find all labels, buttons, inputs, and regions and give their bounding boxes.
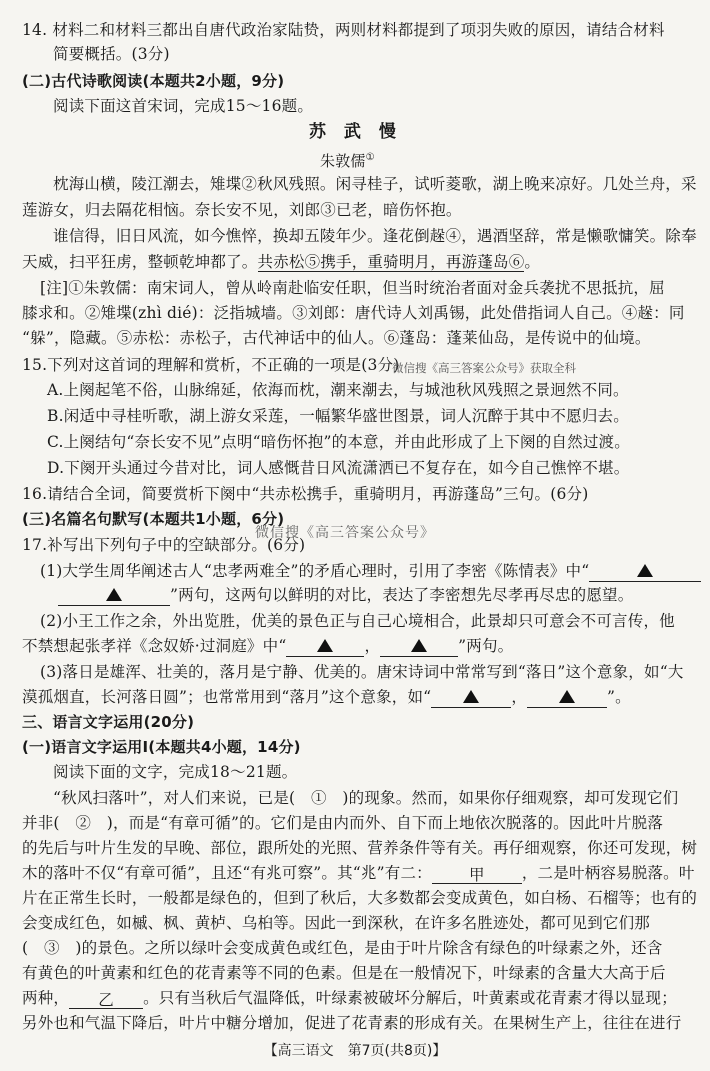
poem-author-name: 朱敦儒 — [320, 152, 366, 170]
poem-underlined-lines: 共赤松⑤携手，重骑明月，再游蓬岛⑥ — [257, 253, 525, 271]
q16-text: 16.请结合全词，简要赏析下阕中“共赤松携手，重骑明月，再游蓬岛”三句。(6分) — [22, 485, 589, 503]
poem-end: 。 — [524, 253, 541, 271]
passage-line-9-text-a: 两种， — [22, 989, 70, 1007]
section-2-intro: 阅读下面这首宋词，完成15～16题。 — [53, 97, 314, 115]
triangle-marker-icon — [317, 639, 333, 652]
notes-line-1: [注]①朱敦儒：南宋词人，曾从岭南赴临安任职，但当时统治者面对金兵袭扰不思抵抗，屈 — [40, 279, 665, 297]
section-2-heading: (二)古代诗歌阅读(本题共2小题，9分) — [22, 72, 285, 90]
q15-watermark: 微信搜《高三答案公众号》获取全科 — [392, 361, 576, 375]
passage-line-4-text-b: ，二是叶柄容易脱落。叶 — [521, 864, 695, 882]
q14-line-1: 14. 材料二和材料三都出自唐代政治家陆贽，两则材料都提到了项羽失败的原因，请结合材料 — [22, 21, 665, 39]
site-watermark-logo — [572, 1031, 692, 1061]
q17-part2-text-b: 不禁想起张孝祥《念奴娇·过洞庭》中“ — [22, 637, 287, 655]
part-3-sub-heading: (一)语言文字运用Ⅰ(本题共4小题，14分) — [22, 738, 301, 756]
q17-part2-text-c: ”两句。 — [458, 637, 514, 655]
q15-option-a: A.上阕起笔不俗，山脉绵延，依海而枕，潮来潮去，与城池秋风残照之景迥然不同。 — [47, 381, 629, 399]
passage-line-7: ( ③ )的景色。之所以绿叶会变成黄色或红色，是由于叶片除含有绿色的叶绿素之外，还含 — [22, 939, 663, 957]
q17-answer-blank-5[interactable] — [431, 689, 511, 708]
q14-line-2: 简要概括。(3分) — [53, 45, 170, 63]
q17-part3-line2 — [22, 687, 631, 708]
q17-part3-line1: (3)落日是雄浑、壮美的，落月是宁静、优美的。唐宋诗词中常常写到“落日”这个意象，如“大 — [40, 663, 684, 681]
passage-line-4-text-a: 木的落叶不仅“有章可循”，且还“有兆可察”。其“兆”有二： — [22, 864, 432, 882]
part-3-heading: 三、语言文字运用(20分) — [22, 713, 195, 731]
q17-part2-comma: ， — [364, 637, 381, 655]
q15-stem — [22, 355, 400, 375]
q17-answer-blank-1[interactable] — [589, 563, 701, 582]
notes-line-2: 膝求和。②雉堞(zhì dié)：泛指城墙。③刘郎：唐代诗人刘禹锡，此处借指词人自己。④趓：同 — [22, 304, 685, 322]
passage-blank-jia[interactable]: 甲 — [432, 865, 522, 884]
poem-line-4 — [22, 252, 540, 272]
q17-part2-line2 — [22, 636, 513, 657]
section-3-heading: (三)名篇名句默写(本题共1小题，6分) — [22, 510, 285, 528]
triangle-marker-icon — [637, 564, 653, 577]
passage-line-8: 有黄色的叶黄素和红色的花青素等不同的色素。但是在一般情况下，叶绿素的含量大大高于后 — [22, 964, 666, 982]
passage-line-9-text-b: 。只有当秋后气温降低，叶绿素被破坏分解后，叶黄素或花青素才得以显现； — [143, 989, 677, 1007]
q17-part1-text-a: (1)大学生周华阐述古人“忠孝两难全”的矛盾心理时，引用了李密《陈情表》中“ — [40, 562, 590, 580]
passage-line-9 — [22, 988, 677, 1009]
part-3-intro: 阅读下面的文字，完成18～21题。 — [53, 763, 298, 781]
q15-option-c: C.上阕结句“奈长安不见”点明“暗伤怀抱”的本意，并由此形成了上下阕的自然过渡。 — [47, 433, 630, 451]
poem-line-2: 莲游女，归去隔花相恼。奈长安不见，刘郎③已老，暗伤怀抱。 — [22, 201, 462, 219]
q15-stem-text: 15.下列对这首词的理解和赏析，不正确的一项是(3分) — [22, 356, 400, 374]
q15-option-b: B.闲适中寻桂听歌，湖上游女采莲，一幅繁华盛世图景，词人沉醉于其中不愿归去。 — [47, 407, 629, 425]
q17-part3-text-c: ”。 — [607, 688, 631, 706]
q17-part1-line1 — [40, 561, 701, 582]
poem-line-3: 谁信得，旧日风流，如今憔悴，换却五陵年少。逢花倒趓④，遇酒坚辞，常是懒歌慵笑。除奉 — [53, 227, 697, 245]
passage-line-4 — [22, 863, 695, 884]
triangle-marker-icon — [106, 588, 122, 601]
section-3-watermark: 微信搜《高三答案公众号》 — [255, 525, 435, 541]
q17-part1-line2 — [58, 585, 633, 606]
poem-title: 苏 武 慢 — [309, 122, 402, 142]
passage-line-2: 并非( ② )，而是“有章可循”的。它们是由内而外、自下而上地依次脱落的。因此叶片脱落 — [22, 814, 664, 832]
q17-answer-blank-3[interactable] — [286, 638, 364, 657]
triangle-marker-icon — [411, 639, 427, 652]
q17-part2-line1: (2)小王工作之余，外出览胜，优美的景色正与自己心境相合，此景却只可意会不可言传，他 — [40, 612, 675, 630]
poem-author-note: ① — [365, 152, 375, 163]
passage-line-3: 的先后与叶片生发的早晚、部位，跟所处的光照、营养条件等有关。再仔细观察，你还可发现，树 — [22, 839, 698, 857]
poem-author — [320, 148, 375, 171]
q17-part3-comma: ， — [511, 688, 528, 706]
q17-answer-blank-6[interactable] — [527, 689, 607, 708]
q17-answer-blank-4[interactable] — [380, 638, 458, 657]
q17-stem: 17.补写出下列句子中的空缺部分。(6分) — [22, 536, 306, 554]
triangle-marker-icon — [463, 690, 479, 703]
notes-line-3: “躲”，隐藏。⑤赤松：赤松子，古代神话中的仙人。⑥蓬岛：蓬莱仙岛，是传说中的仙境。 — [22, 329, 651, 347]
page-footer: 【高三语文 第7页(共8页)】 — [263, 1043, 447, 1059]
poem-line-1: 枕海山横，陵江潮去，雉堞②秋风残照。闲寻桂子，试听菱歌，湖上晚来凉好。几处兰舟，采 — [53, 175, 697, 193]
q17-part3-text-b: 漠孤烟直，长河落日圆”；也常常用到“落月”这个意象，如“ — [22, 688, 432, 706]
poem-line-4-text: 天威，扫平狂虏，整顿乾坤都了。 — [22, 253, 258, 271]
passage-blank-yi[interactable]: 乙 — [69, 990, 143, 1009]
passage-line-10: 另外也和气温下降后，叶片中糖分增加，促进了花青素的形成有关。在果树生产上，往往在进行 — [22, 1014, 682, 1032]
passage-line-1: “秋风扫落叶”，对人们来说，已是( ① )的现象。然而，如果你仔细观察，却可发现它们 — [53, 789, 679, 807]
passage-line-5: 片在正常生长时，一般都是绿色的，但到了秋后，大多数都会变成黄色，如白杨、石榴等；也有的 — [22, 889, 698, 907]
triangle-marker-icon — [559, 690, 575, 703]
q15-option-d: D.下阕开头通过今昔对比，词人感慨昔日风流潇洒已不复存在，如今自己憔悴不堪。 — [47, 459, 630, 477]
passage-line-6: 会变成红色，如槭、枫、黄栌、乌桕等。因此一到深秋，在许多名胜迹处，都可见到它们那 — [22, 914, 651, 932]
q17-part1-text-b: ”两句，这两句以鲜明的对比，表达了李密想先尽孝再尽忠的愿望。 — [170, 586, 634, 604]
q17-answer-blank-2[interactable] — [58, 587, 170, 606]
